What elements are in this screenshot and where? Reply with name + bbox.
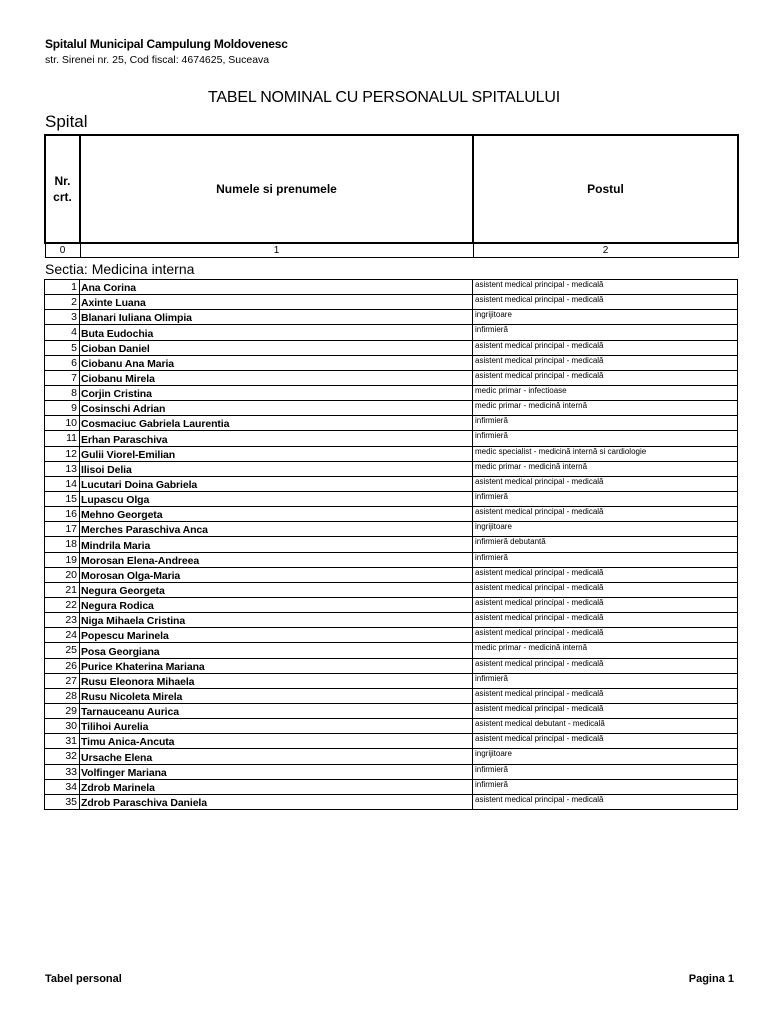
row-number: 8 — [45, 385, 80, 400]
row-number: 13 — [45, 461, 80, 476]
table-row — [45, 340, 738, 355]
staff-name: Zdrob Paraschiva Daniela — [80, 794, 473, 809]
row-number: 24 — [45, 628, 80, 643]
staff-position: asistent medical principal - medicală — [473, 613, 738, 628]
staff-name: Merches Paraschiva Anca — [80, 522, 473, 537]
staff-position: asistent medical principal - medicală — [473, 340, 738, 355]
staff-name: Tarnauceanu Aurica — [80, 703, 473, 718]
staff-name: Gulii Viorel-Emilian — [80, 446, 473, 461]
staff-position: asistent medical principal - medicală — [473, 734, 738, 749]
staff-name: Tilihoi Aurelia — [80, 719, 473, 734]
column-header-name: Numele si prenumele — [80, 135, 473, 243]
staff-name: Popescu Marinela — [80, 628, 473, 643]
staff-name: Buta Eudochia — [80, 325, 473, 340]
table-row — [45, 582, 738, 597]
staff-name: Purice Khaterina Mariana — [80, 658, 473, 673]
table-row — [45, 325, 738, 340]
staff-position: asistent medical principal - medicală — [473, 703, 738, 718]
row-number: 31 — [45, 734, 80, 749]
row-number: 12 — [45, 446, 80, 461]
staff-name: Corjin Cristina — [80, 385, 473, 400]
staff-name: Cosmaciuc Gabriela Laurentia — [80, 416, 473, 431]
staff-name: Mehno Georgeta — [80, 507, 473, 522]
row-number: 15 — [45, 491, 80, 506]
staff-position: medic specialist - medicină internă si cardiologie — [473, 446, 738, 461]
row-number: 30 — [45, 719, 80, 734]
row-number: 33 — [45, 764, 80, 779]
row-number: 32 — [45, 749, 80, 764]
staff-name: Timu Anica-Ancuta — [80, 734, 473, 749]
table-row — [45, 295, 738, 310]
staff-position: infirmieră — [473, 431, 738, 446]
table-row — [45, 310, 738, 325]
table-row — [45, 461, 738, 476]
staff-position: infirmieră — [473, 416, 738, 431]
staff-name: Axinte Luana — [80, 295, 473, 310]
staff-name: Morosan Olga-Maria — [80, 567, 473, 582]
staff-position: medic primar - medicină internă — [473, 401, 738, 416]
table-row — [45, 734, 738, 749]
column-index-1: 1 — [80, 243, 473, 258]
table-row — [45, 355, 738, 370]
column-index-2: 2 — [473, 243, 738, 258]
staff-name: Ciobanu Ana Maria — [80, 355, 473, 370]
staff-name: Erhan Paraschiva — [80, 431, 473, 446]
staff-name: Rusu Eleonora Mihaela — [80, 673, 473, 688]
row-number: 17 — [45, 522, 80, 537]
row-number: 7 — [45, 370, 80, 385]
department-label: Sectia: Medicina interna — [45, 261, 195, 277]
row-number: 14 — [45, 476, 80, 491]
row-number: 3 — [45, 310, 80, 325]
table-row — [45, 628, 738, 643]
column-header-nr: Nr. crt. — [45, 135, 80, 243]
staff-name: Mindrila Maria — [80, 537, 473, 552]
staff-position: infirmieră — [473, 673, 738, 688]
row-number: 35 — [45, 794, 80, 809]
staff-name: Negura Rodica — [80, 597, 473, 612]
table-row — [45, 370, 738, 385]
row-number: 6 — [45, 355, 80, 370]
staff-position: infirmieră — [473, 552, 738, 567]
staff-name: Cosinschi Adrian — [80, 401, 473, 416]
table-row — [45, 522, 738, 537]
table-row — [45, 567, 738, 582]
staff-name: Ursache Elena — [80, 749, 473, 764]
staff-position: ingrijitoare — [473, 522, 738, 537]
table-row — [45, 688, 738, 703]
staff-position: medic primar - infectioase — [473, 385, 738, 400]
table-row — [45, 658, 738, 673]
table-row — [45, 794, 738, 809]
table-row — [45, 476, 738, 491]
staff-name: Lucutari Doina Gabriela — [80, 476, 473, 491]
table-row — [45, 749, 738, 764]
staff-position: asistent medical principal - medicală — [473, 295, 738, 310]
column-header-post: Postul — [473, 135, 738, 243]
row-number: 4 — [45, 325, 80, 340]
footer-title: Tabel personal — [45, 973, 122, 985]
row-number: 5 — [45, 340, 80, 355]
staff-position: infirmieră — [473, 325, 738, 340]
table-row — [45, 431, 738, 446]
row-number: 26 — [45, 658, 80, 673]
row-number: 25 — [45, 643, 80, 658]
table-header — [44, 134, 739, 258]
table-row — [45, 446, 738, 461]
table-row — [45, 613, 738, 628]
row-number: 34 — [45, 779, 80, 794]
table-row — [45, 643, 738, 658]
staff-position: asistent medical debutant - medicală — [473, 719, 738, 734]
staff-position: asistent medical principal - medicală — [473, 658, 738, 673]
row-number: 2 — [45, 295, 80, 310]
column-index-0: 0 — [45, 243, 80, 258]
hospital-address: str. Sirenei nr. 25, Cod fiscal: 4674625, Suceava — [45, 54, 270, 66]
staff-position: asistent medical principal - medicală — [473, 597, 738, 612]
document-title: TABEL NOMINAL CU PERSONALUL SPITALULUI — [208, 89, 560, 106]
page-number: Pagina 1 — [688, 973, 734, 985]
row-number: 28 — [45, 688, 80, 703]
staff-position: asistent medical principal - medicală — [473, 280, 738, 295]
row-number: 10 — [45, 416, 80, 431]
row-number: 18 — [45, 537, 80, 552]
row-number: 20 — [45, 567, 80, 582]
table-row — [45, 703, 738, 718]
table-row — [45, 597, 738, 612]
staff-position: medic primar - medicină internă — [473, 461, 738, 476]
staff-position: asistent medical principal - medicală — [473, 582, 738, 597]
staff-name: Posa Georgiana — [80, 643, 473, 658]
staff-name: Zdrob Marinela — [80, 779, 473, 794]
staff-name: Ciobanu Mirela — [80, 370, 473, 385]
staff-position: ingrijitoare — [473, 310, 738, 325]
staff-position: asistent medical principal - medicală — [473, 507, 738, 522]
table-row — [45, 401, 738, 416]
row-number: 27 — [45, 673, 80, 688]
row-number: 16 — [45, 507, 80, 522]
staff-name: Ilisoi Delia — [80, 461, 473, 476]
table-row — [45, 537, 738, 552]
staff-position: asistent medical principal - medicală — [473, 567, 738, 582]
staff-position: infirmieră debutantă — [473, 537, 738, 552]
row-number: 21 — [45, 582, 80, 597]
staff-position: asistent medical principal - medicală — [473, 355, 738, 370]
staff-position: asistent medical principal - medicală — [473, 476, 738, 491]
row-number: 19 — [45, 552, 80, 567]
table-row — [45, 673, 738, 688]
staff-position: infirmieră — [473, 779, 738, 794]
staff-name: Blanari Iuliana Olimpia — [80, 310, 473, 325]
staff-name: Negura Georgeta — [80, 582, 473, 597]
staff-name: Ana Corina — [80, 280, 473, 295]
staff-position: asistent medical principal - medicală — [473, 628, 738, 643]
staff-position: asistent medical principal - medicală — [473, 794, 738, 809]
staff-name: Lupascu Olga — [80, 491, 473, 506]
row-number: 23 — [45, 613, 80, 628]
table-row — [45, 719, 738, 734]
hospital-name: Spitalul Municipal Campulung Moldovenesc — [45, 37, 288, 51]
staff-table — [44, 279, 738, 810]
table-row — [45, 280, 738, 295]
staff-name: Cioban Daniel — [80, 340, 473, 355]
table-row — [45, 385, 738, 400]
table-row — [45, 416, 738, 431]
row-number: 9 — [45, 401, 80, 416]
table-row — [45, 491, 738, 506]
staff-name: Rusu Nicoleta Mirela — [80, 688, 473, 703]
table-row — [45, 552, 738, 567]
table-row — [45, 507, 738, 522]
staff-position: ingrijitoare — [473, 749, 738, 764]
staff-name: Volfinger Mariana — [80, 764, 473, 779]
staff-position: infirmieră — [473, 764, 738, 779]
row-number: 11 — [45, 431, 80, 446]
staff-name: Niga Mihaela Cristina — [80, 613, 473, 628]
table-row — [45, 779, 738, 794]
row-number: 22 — [45, 597, 80, 612]
table-row — [45, 764, 738, 779]
staff-name: Morosan Elena-Andreea — [80, 552, 473, 567]
staff-position: asistent medical principal - medicală — [473, 370, 738, 385]
row-number: 1 — [45, 280, 80, 295]
staff-position: infirmieră — [473, 491, 738, 506]
staff-position: asistent medical principal - medicală — [473, 688, 738, 703]
row-number: 29 — [45, 703, 80, 718]
staff-position: medic primar - medicină internă — [473, 643, 738, 658]
section-label: Spital — [45, 112, 88, 131]
